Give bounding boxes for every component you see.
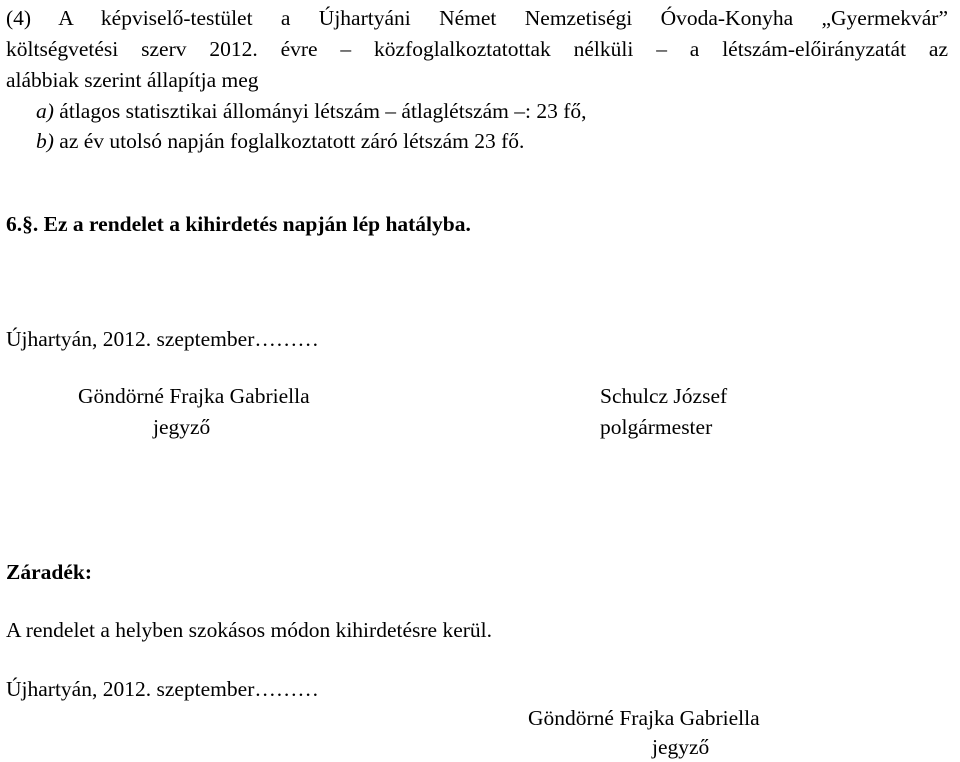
signature-left-title: jegyző <box>153 415 211 439</box>
list-item-b-text: az év utolsó napján foglalkoztatott záró létszám 23 fő. <box>53 129 525 153</box>
signature-right-name: Schulcz József <box>600 384 728 408</box>
list-item-a-text: átlagos statisztikai állományi létszám – átlaglétszám –: 23 fő, <box>53 99 587 123</box>
clause-signer-title: jegyző <box>652 735 710 759</box>
signature-left-name: Göndörné Frajka Gabriella <box>78 384 310 408</box>
list-item-a-marker: a) <box>36 99 54 123</box>
clause-text: A rendelet a helyben szokásos módon kihirdetésre kerül. <box>6 618 492 642</box>
list-item-a <box>36 98 587 125</box>
clause-heading: Záradék: <box>6 560 92 584</box>
list-item-b-marker: b) <box>36 129 54 153</box>
paragraph-4-line-2: költségvetési szerv 2012. évre – közfoglalkoztatottak nélküli – a létszám-előirányzatát az <box>6 37 948 61</box>
paragraph-4-line-3: alábbiak szerint állapítja meg <box>6 68 259 92</box>
signature-right-title: polgármester <box>600 415 713 439</box>
list-item-b <box>36 128 524 155</box>
place-date-1: Újhartyán, 2012. szeptember……… <box>6 327 319 351</box>
section-6: 6.§. Ez a rendelet a kihirdetés napján lép hatályba. <box>6 212 471 236</box>
clause-signer-name: Göndörné Frajka Gabriella <box>528 706 760 730</box>
paragraph-4-line-1: (4) A képviselő-testület a Újhartyáni Német Nemzetiségi Óvoda-Konyha „Gyermekvár” <box>6 6 948 30</box>
place-date-2: Újhartyán, 2012. szeptember……… <box>6 677 319 701</box>
